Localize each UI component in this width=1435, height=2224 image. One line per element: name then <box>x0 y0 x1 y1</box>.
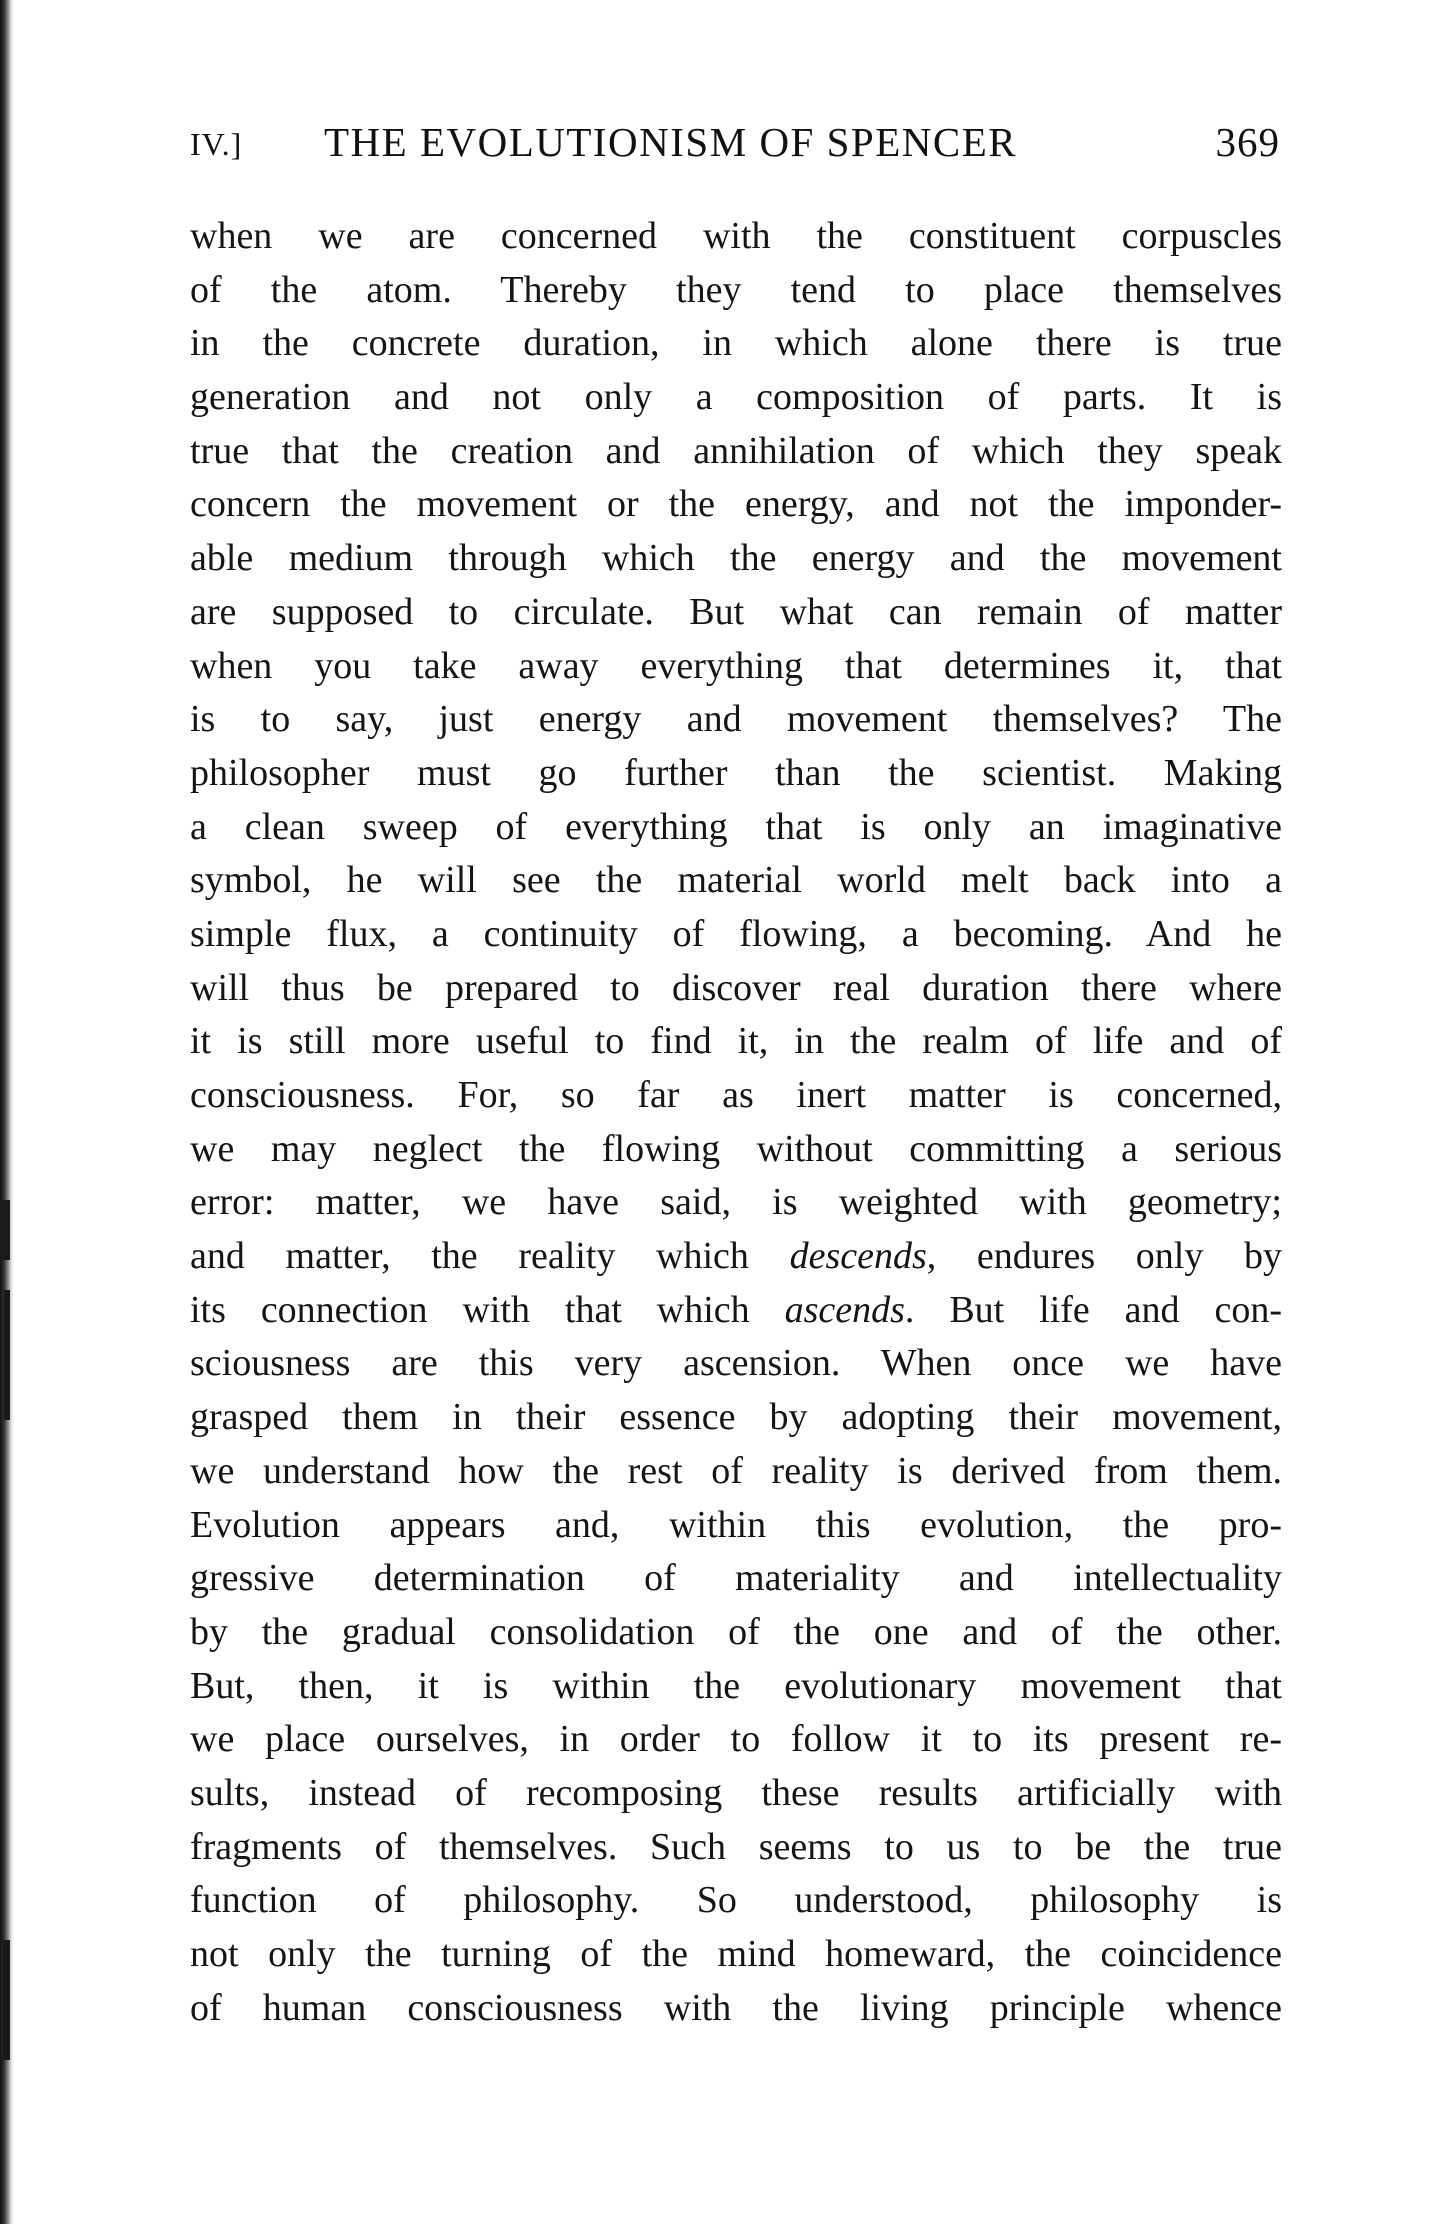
italic-word: ascends <box>784 1288 905 1331</box>
text-line: in the concrete duration, in which alone there is true <box>190 322 1282 365</box>
text-line: and matter, the reality which descends, endures only by <box>190 1235 1282 1278</box>
text-line: not only the turning of the mind homeward, the coincidence <box>190 1933 1282 1975</box>
text-line: sciousness are this very ascension. When once we have <box>190 1342 1282 1385</box>
text-line: of the atom. Thereby they tend to place themselves <box>190 268 1282 311</box>
text-line: sults, instead of recomposing these results artificially with <box>190 1771 1282 1814</box>
text-line: consciousness. For, so far as inert matter is concerned, <box>190 1074 1282 1116</box>
text-line: able medium through which the energy and the movement <box>190 537 1282 580</box>
text-line: symbol, he will see the material world melt back into a <box>190 859 1282 902</box>
text-line: by the gradual consolidation of the one and of the other. <box>190 1610 1282 1653</box>
text-line: true that the creation and annihilation of which they speak <box>190 429 1282 472</box>
page-number: 369 <box>1215 119 1280 165</box>
text-line: will thus be prepared to discover real duration there where <box>190 966 1282 1009</box>
text-line: when we are concerned with the constituent corpuscles <box>190 215 1282 257</box>
text-line: philosopher must go further than the scientist. Making <box>190 751 1282 794</box>
page-edge-mark <box>4 1290 10 1420</box>
text-line: But, then, it is within the evolutionary movement that <box>190 1664 1282 1707</box>
running-title: THE EVOLUTIONISM OF SPENCER <box>324 119 1018 165</box>
text-line: a clean sweep of everything that is only an imaginative <box>190 805 1282 848</box>
text-line: fragments of themselves. Such seems to us to be the true <box>190 1825 1282 1868</box>
text-line: we place ourselves, in order to follow it to its present re- <box>190 1718 1282 1761</box>
italic-word: descends <box>789 1235 927 1278</box>
text-line: its connection with that which ascends. But life and con- <box>190 1288 1282 1331</box>
text-line: Evolution appears and, within this evolution, the pro- <box>190 1503 1282 1546</box>
text-line: grasped them in their essence by adopting their movement, <box>190 1396 1282 1439</box>
text-line: concern the movement or the energy, and not the imponder- <box>190 483 1282 526</box>
text-line: we may neglect the flowing without committing a serious <box>190 1127 1282 1170</box>
text-line: are supposed to circulate. But what can remain of matter <box>190 590 1282 633</box>
page-edge-shadow <box>0 0 14 2224</box>
text-line: it is still more useful to find it, in the realm of life and of <box>190 1020 1282 1063</box>
text-line: gressive determination of materiality and intellectuality <box>190 1557 1282 1600</box>
text-line: simple flux, a continuity of flowing, a becoming. And he <box>190 912 1282 955</box>
text-line: generation and not only a composition of parts. It is <box>190 376 1282 419</box>
running-header <box>190 118 1280 174</box>
text-line: when you take away everything that determines it, that <box>190 644 1282 687</box>
page-edge-mark <box>3 1940 10 2060</box>
text-line: is to say, just energy and movement themselves? The <box>190 698 1282 741</box>
text-line: of human consciousness with the living principle whence <box>190 1986 1282 2029</box>
text-line: we understand how the rest of reality is derived from them. <box>190 1449 1282 1492</box>
body-text <box>190 210 1282 2035</box>
text-line: function of philosophy. So understood, philosophy is <box>190 1879 1282 1922</box>
page-edge-mark <box>2 1200 10 1260</box>
text-line: error: matter, we have said, is weighted with geometry; <box>190 1181 1282 1224</box>
chapter-marker: IV.] <box>190 126 243 162</box>
